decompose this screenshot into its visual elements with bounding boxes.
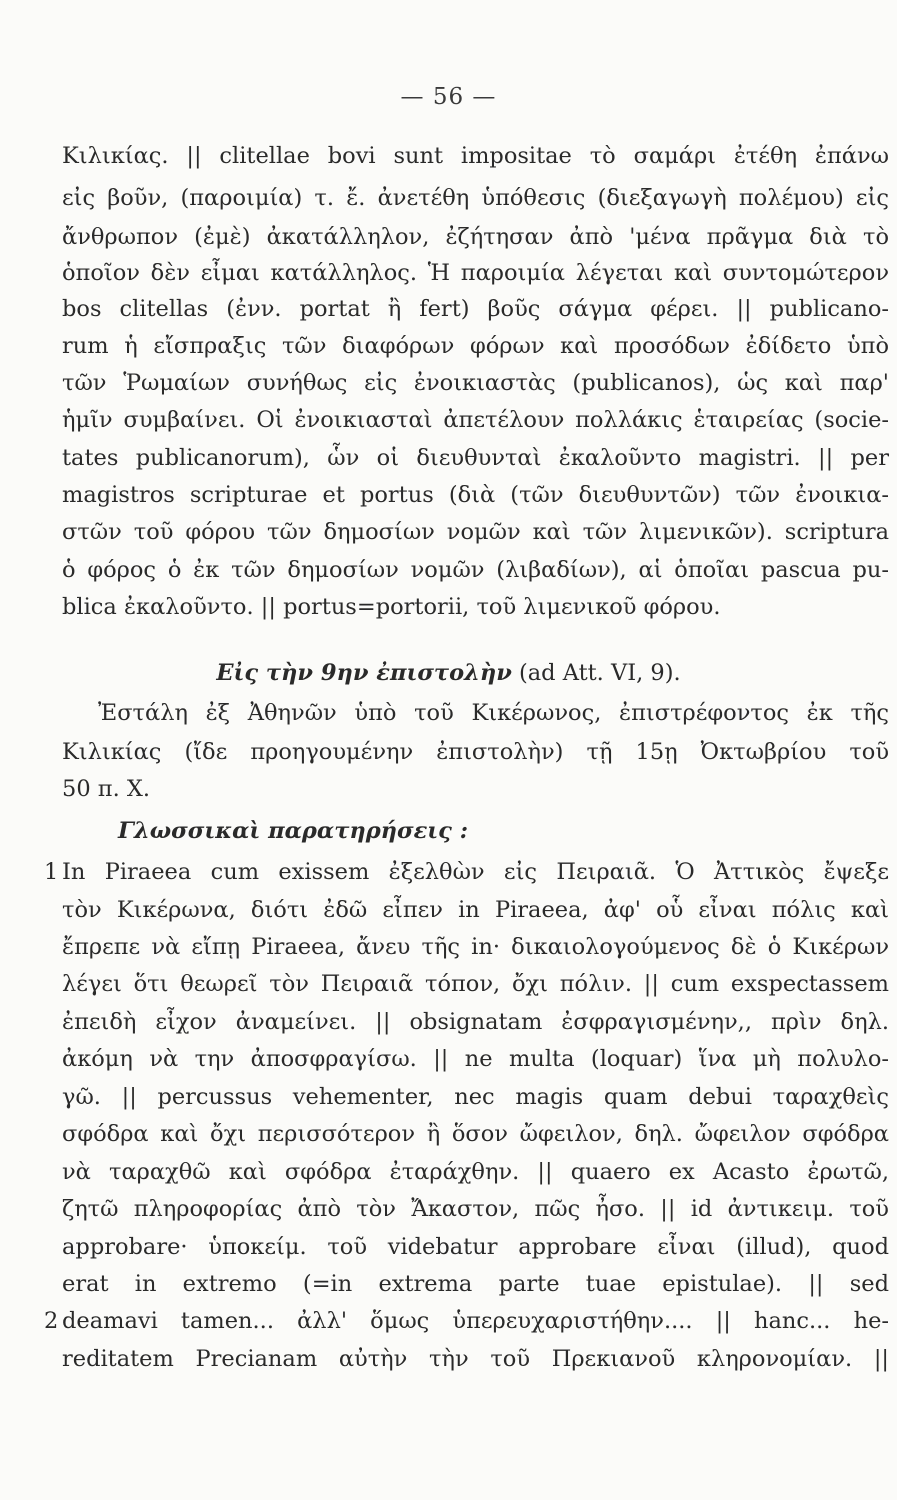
text-line: 50 π. Χ. (62, 776, 151, 802)
section-title-greek: Εἰς τὴν 9ην ἐπιστολὴν (216, 660, 512, 686)
subheading: Γλωσσικαὶ παρατηρήσεις : (118, 818, 469, 844)
text-line: ζητῶ πληροφορίας ἀπὸ τὸν Ἄκαστον, πῶς ἦσο. || id ἀντικειμ. τοῦ (62, 1196, 889, 1222)
text-line: ἡμῖν συμβαίνει. Οἱ ἐνοικιασταὶ ἀπετέλουν πολλάκις ἑταιρείας (socie- (62, 407, 889, 433)
text-line: ἄνθρωπον (ἐμὲ) ἀκατάλληλον, ἐζήτησαν ἀπὸ 'μένα πρᾶγμα διὰ τὸ (62, 224, 889, 250)
text-line: ὁποῖον δὲν εἶμαι κατάλληλος. Ἡ παροιμία λέγεται καὶ συντομώτερον (62, 260, 889, 286)
text-line: Ἐστάλη ἐξ Ἀθηνῶν ὑπὸ τοῦ Κικέρωνος, ἐπιστρέφοντος ἐκ τῆς (98, 700, 889, 726)
text-line: γῶ. || percussus vehementer, nec magis quam debui ταραχθεὶς (62, 1084, 889, 1110)
text-line: tates publicanorum), ὧν οἱ διευθυνταὶ ἐκαλοῦντο magistri. || per (62, 445, 889, 471)
text-line: Κιλικίας. || clitellae bovi sunt impositae τὸ σαμάρι ἐτέθη ἐπάνω (62, 143, 889, 169)
text-line: reditatem Precianam αὐτὴν τὴν τοῦ Πρεκιανοῦ κληρονομίαν. || (62, 1346, 889, 1372)
text-line: σφόδρα καὶ ὄχι περισσότερον ἢ ὅσον ὤφειλον, δηλ. ὤφειλον σφόδρα (62, 1121, 889, 1147)
text-line: blica ἐκαλοῦντο. || portus=portorii, τοῦ λιμενικοῦ φόρου. (62, 594, 721, 620)
text-line: ἀκόμη νὰ την ἀποσφραγίσω. || ne multa (loquar) ἵνα μὴ πολυλο- (62, 1046, 889, 1072)
text-line: In Piraeea cum exissem ἐξελθὼν εἰς Πειραιᾶ. Ὁ Ἀττικὸς ἔψεξε (62, 859, 889, 885)
section-title-reference: (ad Att. VI, 9). (518, 660, 681, 686)
text-line: ὁ φόρος ὁ ἐκ τῶν δημοσίων νομῶν (λιβαδίων), αἱ ὁποῖαι pascua pu- (62, 557, 889, 583)
text-line: bos clitellas (ἐνν. portat ἢ fert) βοῦς σάγμα φέρει. || publicano- (62, 296, 889, 322)
text-line: approbare· ὑποκείμ. τοῦ videbatur approbare εἶναι (illud), quod (62, 1234, 889, 1260)
text-line: νὰ ταραχθῶ καὶ σφόδρα ἐταράχθην. || quaero ex Acasto ἐρωτῶ, (62, 1159, 889, 1185)
line-marker: 2 (44, 1308, 59, 1334)
text-line: τὸν Κικέρωνα, διότι ἐδῶ εἶπεν in Piraeea, ἀφ' οὗ εἶναι πόλις καὶ (62, 897, 889, 923)
text-line: ἔπρεπε νὰ εἴπῃ Piraeea, ἄνευ τῆς in· δικαιολογούμενος δὲ ὁ Κικέρων (62, 934, 889, 960)
text-line: στῶν τοῦ φόρου τῶν δημοσίων νομῶν καὶ τῶν λιμενικῶν). scriptura (62, 519, 889, 545)
text-line: τῶν Ῥωμαίων συνήθως εἰς ἐνοικιαστὰς (publicanos), ὡς καὶ παρ' (62, 370, 889, 396)
section-title (0, 656, 897, 690)
text-line: magistros scripturae et portus (διὰ (τῶν διευθυντῶν) τῶν ἐνοικια- (62, 482, 889, 508)
text-line: λέγει ὅτι θεωρεῖ τὸν Πειραιᾶ τόπον, ὄχι πόλιν. || cum exspectassem (62, 971, 889, 997)
text-line: ἐπειδὴ εἶχον ἀναμείνει. || obsignatam ἐσφραγισμένην,, πρὶν δηλ. (62, 1009, 889, 1035)
text-line: εἰς βοῦν, (παροιμία) τ. ἔ. ἀνετέθη ὑπόθεσις (διεξαγωγὴ πολέμου) εἰς (62, 185, 889, 211)
text-line: erat in extremo (=in extrema parte tuae epistulae). || sed (62, 1271, 889, 1297)
text-line: deamavi tamen... ἀλλ' ὅμως ὑπερευχαριστήθην.... || hanc... he- (62, 1308, 889, 1334)
line-marker: 1 (44, 859, 59, 885)
page-number: — 56 — (400, 84, 497, 110)
text-line: Κιλικίας (ἴδε προηγουμένην ἐπιστολὴν) τῇ 15ῃ Ὀκτωβρίου τοῦ (62, 739, 889, 765)
text-line: rum ἡ εἴσπραξις τῶν διαφόρων φόρων καὶ προσόδων ἐδίδετο ὑπὸ (62, 333, 889, 359)
